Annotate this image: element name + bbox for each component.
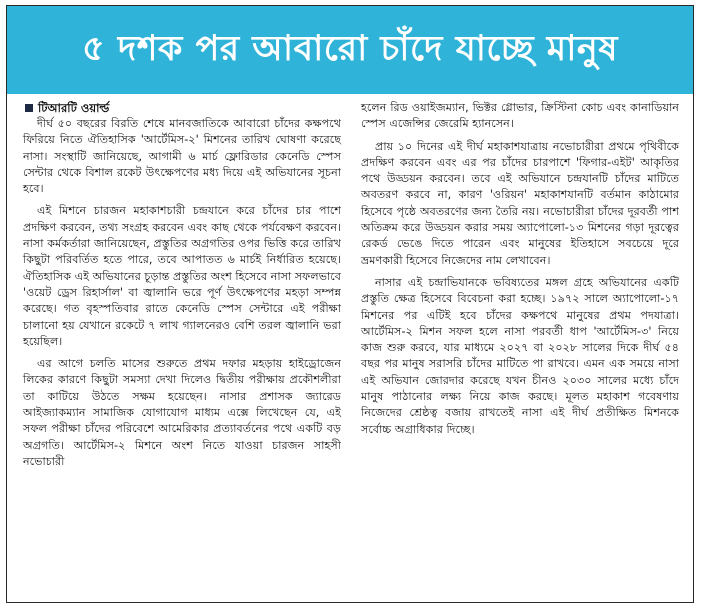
paragraph: এর আগে চলতি মাসের শুরুতে প্রথম দফার মহড়ায় হাইড্রোজেন লিকের কারণে কিছুটা সমস্যা দেখা দিলেও দ্বিতীয় পরীক্ষায় প্রকৌশলীরা তা কাটিয়ে উঠতে সক্ষম হয়েছেন। নাসার প্রশাসক জ্যারেড আইজ্যাকম্যান সামাজিক যোগাযোগ মাধ্যম এক্সে লিখেছেন যে, এই সফল পরীক্ষা চাঁদের পরিবেশে আমেরিকার প্রত্যাবর্তনের পথে একটি বড় অগ্রগতি। আর্টেমিস-২ মিশনে অংশ নিতে যাওয়া চারজন সাহসী নভোচারী [23,357,341,468]
byline [23,100,341,116]
paragraph: এই মিশনে চারজন মহাকাশচারী চন্দ্রযানে করে চাঁদের চার পাশে প্রদক্ষিণ করবেন, তথ্য সংগ্রহ করবেন এবং কাছ থেকে পর্যবেক্ষণ করবেন। নাসা কর্মকর্তারা জানিয়েছেন, প্রস্তুতির অগ্রগতির ওপর ভিত্তি করে তারিখ কিছুটা পরিবর্তিত হতে পারে, তবে আপাতত ৬ মার্চই নির্ধারিত হয়েছে। ঐতিহাসিক এই অভিযানের চূড়ান্ত প্রস্তুতির অংশ হিসেবে নাসা সফলভাবে 'ওয়েট ড্রেস রিহার্সাল' বা জ্বালানি ভরে পূর্ণ উৎক্ষেপণের মহড়া সম্পন্ন করেছে। গত বৃহস্পতিবার রাতে কেনেডি স্পেস সেন্টারে এই পরীক্ষা চালানো হয় যেখানে রকেটে ৭ লাখ গ্যালনেরও বেশি তরল জ্বালানি ভরা হয়েছিল। [23,204,341,348]
paragraph: হলেন রিড ওয়াইজম্যান, ভিক্টর গ্লোভার, ক্রিস্টিনা কোচ এবং কানাডিয়ান স্পেস এজেন্সির জেরেমি হ্যানসেন। [361,101,679,131]
headline-banner [7,6,693,94]
paragraph: নাসার এই চন্দ্রাভিযানকে ভবিষ্যতের মঙ্গল গ্রহে অভিযানের একটি প্রস্তুতি ক্ষেত্র হিসেবে বিবেচনা করা হচ্ছে। ১৯৭২ সালে অ্যাপোলো-১৭ মিশনের পর এটিই হবে চাঁদের কক্ষপথে মানুষের প্রথম পদযাত্রা। আর্টেমিস-২ মিশন সফল হলে নাসা পরবর্তী ধাপ 'আর্টেমিস-৩' নিয়ে কাজ শুরু করবে, যার মাধ্যমে ২০২৭ বা ২০২৮ সালের দিকে দীর্ঘ ৫৪ বছর পর মানুষ সরাসরি চাঁদের মাটিতে পা রাখবে। এমন এক সময়ে নাসা এই অভিযান জোরদার করেছে যখন চীনও ২০৩০ সালের মধ্যে চাঁদে মানুষ পাঠানোর লক্ষ্য নিয়ে কাজ করছে। মূলত মহাকাশ গবেষণায় নিজেদের শ্রেষ্ঠত্ব বজায় রাখতেই নাসা এই দীর্ঘ প্রতীক্ষিত মিশনকে সর্বোচ্চ অগ্রাধিকার দিচ্ছে। [361,275,679,436]
left-column [23,100,341,596]
paragraph: প্রায় ১০ দিনের এই দীর্ঘ মহাকাশযাত্রায় নভোচারীরা প্রথমে পৃথিবীকে প্রদক্ষিণ করবেন এবং এর পর চাঁদের চারপাশে 'ফিগার-এইট' আকৃতির পথে উড্ডয়ন করবেন। তবে এই অভিযানে চন্দ্রযানটি চাঁদের মাটিতে অবতরণ করবে না, কারণ 'ওরিয়ন' মহাকাশযানটি বর্তমান কাঠামোর হিসেবে পৃষ্ঠে অবতরণের জন্য তৈরি নয়। নভোচারীরা চাঁদের দূরবর্তী পাশ অতিক্রম করে উড্ডয়ন করার সময় অ্যাপোলো-১৩ মিশনের গড়া দূরত্বের রেকর্ড ভেঙে দিতে পারেন এবং মানুষের ইতিহাসে সবচেয়ে দূরে ভ্রমণকারী হিসেবে নিজেদের নাম লেখাবেন। [361,139,679,267]
headline: ৫ দশক পর আবারো চাঁদে যাচ্ছে মানুষ [81,28,619,69]
square-bullet-icon [25,104,33,112]
byline-text: টিআরটি ওয়ার্ল্ড [38,101,110,115]
paragraph: দীর্ঘ ৫০ বছরের বিরতি শেষে মানবজাতিকে আবারো চাঁদের কক্ষপথে ফিরিয়ে নিতে ঐতিহাসিক 'আর্টেমিস-২' মিশনের তারিখ ঘোষণা করেছে নাসা। সংস্থাটি জানিয়েছে, আগামী ৬ মার্চ ফ্লোরিডার কেনেডি স্পেস সেন্টার থেকে বিশাল রকেট উৎক্ষেপণের মধ্য দিয়ে এই অভিযানের সূচনা হবে। [23,117,341,196]
news-article [6,5,694,603]
article-body [23,100,679,596]
right-column [361,100,679,596]
